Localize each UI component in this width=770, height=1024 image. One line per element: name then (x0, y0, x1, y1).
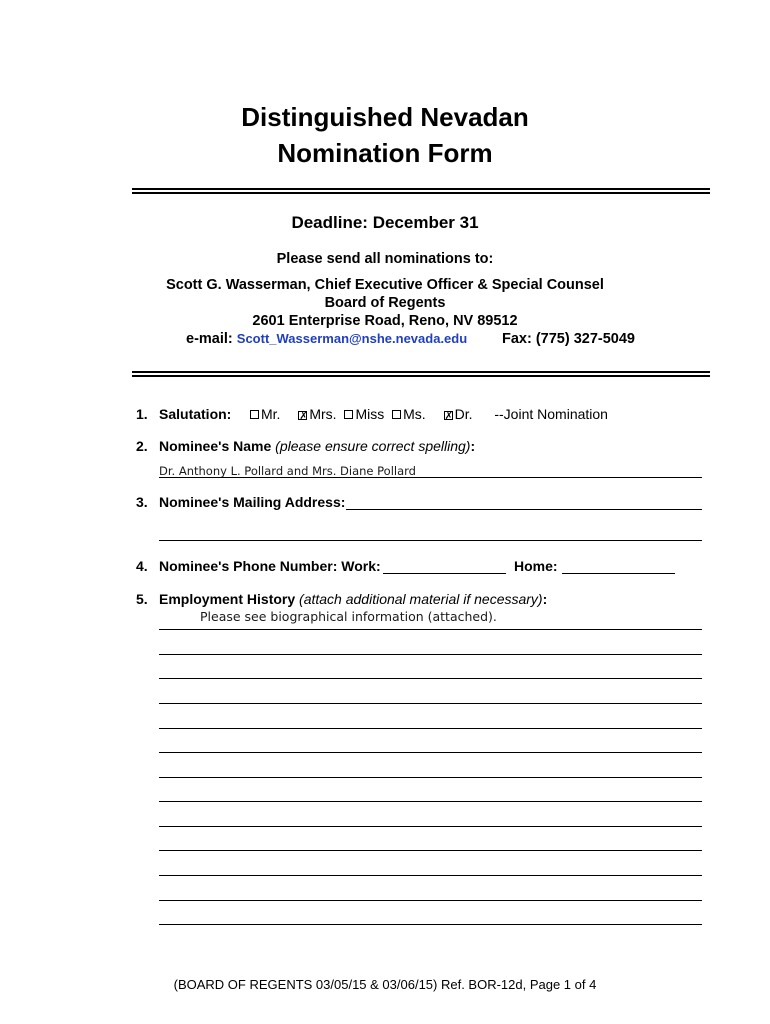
salutation-mrs[interactable]: ✗ Mrs. (299, 406, 337, 422)
salutation-label: Salutation: (159, 406, 232, 422)
employment-line[interactable] (159, 826, 702, 827)
salutation-miss[interactable]: Miss (344, 406, 384, 422)
employment-line[interactable] (159, 924, 702, 925)
checkbox-icon[interactable] (392, 410, 401, 419)
contact-address: 2601 Enterprise Road, Reno, NV 89512 (252, 313, 518, 329)
checked-checkbox-icon[interactable]: ✗ (444, 411, 453, 422)
employment-line[interactable] (159, 777, 702, 778)
employment-line[interactable] (159, 801, 702, 802)
contact-org: Board of Regents (324, 295, 446, 311)
salutation-options (250, 406, 608, 422)
mailing-address-label: Nominee's Mailing Address: (159, 494, 346, 510)
contact-name: Scott G. Wasserman, Chief Executive Officer & Special Counsel (166, 277, 604, 293)
employment-line[interactable] (159, 900, 702, 901)
checkbox-icon[interactable] (344, 410, 353, 419)
employment-line[interactable] (159, 728, 702, 729)
item-1-number: 1. (136, 406, 148, 422)
middle-divider (132, 371, 710, 377)
checked-checkbox-icon[interactable]: ✗ (299, 411, 308, 422)
employment-line[interactable] (159, 654, 702, 655)
item-2-number: 2. (136, 438, 148, 454)
item-5-number: 5. (136, 591, 148, 607)
item-4-number: 4. (136, 558, 148, 574)
salutation-dr[interactable]: ✗ Dr. (444, 406, 473, 422)
mailing-address-line-1[interactable] (346, 509, 702, 510)
nominee-name-line (159, 477, 702, 478)
employment-line[interactable] (159, 703, 702, 704)
footer-reference: (BOARD OF REGENTS 03/05/15 & 03/06/15) Ref. BOR-12d, Page 1 of 4 (173, 977, 597, 992)
salutation-ms[interactable]: Ms. (392, 406, 426, 422)
joint-nomination-note: --Joint Nomination (494, 406, 608, 422)
phone-work-line[interactable] (383, 573, 506, 574)
top-divider (132, 188, 710, 194)
employment-line[interactable] (159, 752, 702, 753)
item-3-number: 3. (136, 494, 148, 510)
mailing-address-line-2[interactable] (159, 540, 702, 541)
phone-home-line[interactable] (562, 573, 675, 574)
employment-line[interactable] (159, 875, 702, 876)
nominee-name-value[interactable]: Dr. Anthony L. Pollard and Mrs. Diane Pollard (159, 464, 416, 478)
salutation-mr[interactable]: Mr. (250, 406, 280, 422)
title-line-2: Nomination Form (277, 138, 493, 168)
phone-work-label: Nominee's Phone Number: Work: (159, 558, 381, 574)
fax: Fax: (775) 327-5049 (502, 331, 635, 347)
checkbox-icon[interactable] (250, 410, 259, 419)
employment-line[interactable] (159, 850, 702, 851)
title-line-1: Distinguished Nevadan (241, 102, 529, 132)
nominee-name-label: Nominee's Name (please ensure correct spelling): (159, 438, 476, 454)
phone-home-label: Home: (514, 558, 558, 574)
employment-line[interactable] (159, 629, 702, 630)
email-link[interactable]: Scott_Wasserman@nshe.nevada.edu (236, 331, 468, 346)
employment-line[interactable] (159, 678, 702, 679)
deadline: Deadline: December 31 (291, 213, 479, 232)
email-line (186, 330, 467, 348)
send-to-label: Please send all nominations to: (276, 251, 494, 267)
employment-history-label: Employment History (attach additional material if necessary): (159, 591, 548, 607)
email-label: e-mail: (186, 331, 233, 347)
employment-history-value[interactable]: Please see biographical information (attached). (200, 609, 497, 624)
